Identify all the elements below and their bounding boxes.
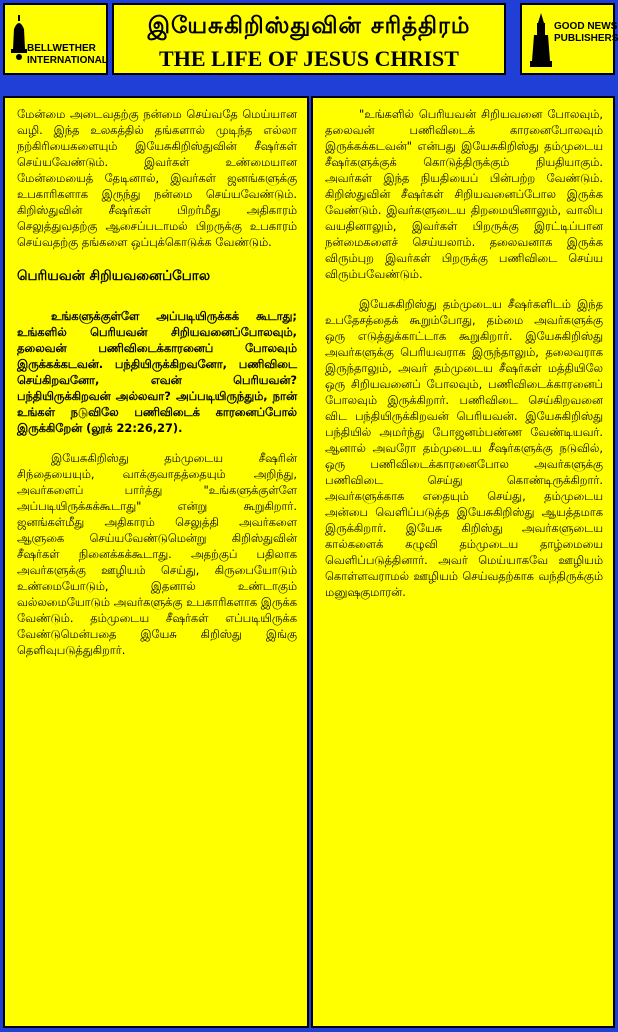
right-paragraph-1: "உங்களில் பெரியவன் சிறியவனை போலவும், தலைவன் பணிவிடைக் காரனைபோலவும் இருக்கக்கடவன்" என்பது இயேசுகிறிஸ்து தம்முடைய சீஷர்களுக்குக் கொடுத்திருக்கும் நியதியாகும். அவர்கள் இந்த நியதியைப் பின்பற்ற வேண்டும். கிறிஸ்துவின் சீஷர்கள் சிறியவனைப்போல இருக்க வேண்டும். இவர்களுடைய திறமையினாலும், வாலிப வயதினாலும், இவர்கள் பிறருக்கு இரட்டிப்பான நன்மைகளைச் செய்யலாம். தலைவனாக இருக்க விரும்புற இவர்கள் பிறருக்கு பணிவிடை செய்ய விரும்பவேண்டும்.: [325, 107, 603, 281]
right-column: [311, 96, 615, 1028]
right-paragraph-2: இயேசுகிறிஸ்து தம்முடைய சீஷர்களிடம் இந்த உபதேசத்தைக் கூறும்போது, தம்மை அவர்களுக்கு ஒரு எடுத்துக்காட்டாக கூறுகிறார். இயேசுகிறிஸ்து அவர்களுக்கு பெரியவராக இருந்தாலும், தலைவராக இருந்தாலும், அவர் தம்முடைய சீஷர்கள் மத்தியிலே ஒரு சிறியவனைப் போலவும், பணிவிடைக்காரனைப் போலவும் இருக்கிறார். பணிவிடை செய்கிறவனை விட பந்தியிருக்கிறவன் பெரியவன். இயேசுகிறிஸ்து பந்தியில் அமர்ந்து போஜனம்பண்ண வேண்டியவர். ஆனால் அவரோ தம்முடைய சீஷர்களுக்கு நடுவில், ஒரு பணிவிடைக்காரனைபோல அவர்களுக்கு பணிவிடை செய்து கொண்டிருக்கிறார். அவர்களுக்காக எதையும் செய்து, தம்முடைய அன்பை வெளிப்படுத்த இயேசுகிறிஸ்து ஆயத்தமாக இருக்கிறார். இயேசு கிறிஸ்து அவர்களுடைய கால்களைக் கழுவி தம்முடைய தாழ்மையை வெளிப்படுத்தினார். அவர் மெய்யாகவே ஊழியம் கொள்ளவராமல் ஊழியம் செய்வதற்காக வந்திருக்கும் மனுஷகுமாரன்.: [325, 297, 603, 599]
bell-icon: [11, 15, 27, 65]
logo-left-line1: BELLWETHER: [27, 43, 96, 54]
title-banner: [112, 3, 506, 75]
left-paragraph-1: மேன்மை அடைவதற்கு நன்மை செய்வதே மெய்யான வழி. இந்த உலகத்தில் தங்களால் முடிந்த எல்லா நற்கிரியைகளையும் இயேசுகிறிஸ்துவின் சீஷர்கள் செய்யவேண்டும். இவர்கள் உண்மையான மேன்மையைத் தேடினால், இவர்கள் ஜனங்களுக்கு உபகாரிகளாக இருந்து நன்மை செய்யவேண்டும். கிறிஸ்துவின் சீஷர்கள் பிறர்மீது அதிகாரம் செலுத்துவதற்கு ஆசைப்படாமல் பிறருக்கு உபகாரம் செய்வதற்கு தங்களை ஒப்புக்கொடுக்க வேண்டும்.: [17, 107, 297, 249]
logo-right-line2: PUBLISHERS: [554, 33, 618, 44]
title-english: THE LIFE OF JESUS CHRIST: [159, 46, 459, 71]
tower-icon: [530, 13, 552, 69]
left-column: [3, 96, 309, 1028]
section-heading: பெரியவன் சிறியவனைப்போல: [17, 268, 211, 284]
good-news-logo: [520, 3, 618, 75]
logo-left-line2: INTERNATIONAL: [27, 55, 108, 66]
scripture-verse: உங்களுக்குள்ளே அப்படியிருக்கக் கூடாது; உங்களில் பெரியவன் சிறியவனைப்போலவும், தலைவன் பணிவிடைக்காரனைப் போலவும் இருக்கக்கடவன். பந்தியிருக்கிறவனோ, பணிவிடை செய்கிறவனோ, எவன் பெரியவன்? பந்தியிருக்கிறவன் அல்லவா? அப்படியிருந்தும், நான் உங்கள் நடுவிலே பணிவிடைக் காரனைப்போல் இருக்கிறேன் (லூக் 22:26,27).: [17, 309, 297, 435]
logo-right-line1: GOOD NEWS: [554, 21, 618, 32]
left-paragraph-3: இயேசுகிறிஸ்து தம்முடைய சீஷரின் சிந்தையையும், வாக்குவாதத்தையும் அறிந்து, அவர்களைப் பார்த்து "உங்களுக்குள்ளே அப்படியிருக்கக்கூடாது" என்று கூறுகிறார். ஜனங்கள்மீது அதிகாரம் செலுத்தி அவர்களை ஆளுகை செய்யவேண்டுமென்று கிறிஸ்துவின் சீஷர்கள் நினைக்கக்கூடாது. அதற்குப் பதிலாக அவர்களுக்கு ஊழியம் செய்து, கிருபையோடும் உண்மையோடும், இதனால் உண்டாகும் வல்லமையோடும் அவர்களுக்கு உபகாரிகளாக இருக்க வேண்டும். தம்முடைய சீஷர்கள் எப்படியிருக்க வேண்டுமென்பதை இயேசு கிறிஸ்து இங்கு தெளிவுபடுத்துகிறார்.: [17, 451, 297, 657]
title-tamil: இயேசுகிறிஸ்துவின் சரித்திரம்: [147, 12, 471, 39]
bellwether-logo: [3, 3, 108, 75]
